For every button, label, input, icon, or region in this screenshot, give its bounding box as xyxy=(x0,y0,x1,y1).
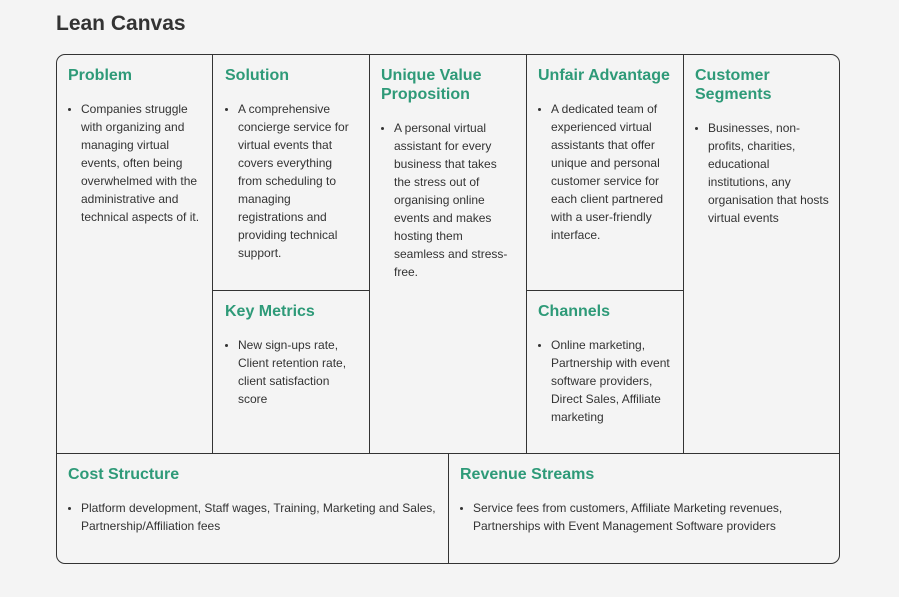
key-metrics-list xyxy=(225,336,359,408)
revenue-streams-heading: Revenue Streams xyxy=(460,466,595,483)
list-item: • Service fees from customers, Affiliate Marketing revenues, Partnerships with Event Management Software providers xyxy=(473,499,831,535)
divider xyxy=(212,55,213,454)
list-item: • Online marketing, Partnership with event software providers, Direct Sales, Affiliate marketing xyxy=(551,336,673,426)
customer-segments-section xyxy=(684,55,840,227)
cost-structure-heading: Cost Structure xyxy=(68,466,180,483)
list-item: • New sign-ups rate, Client retention rate, client satisfaction score xyxy=(238,336,359,408)
list-item: • Companies struggle with organizing and managing virtual events, often being overwhelmed with the administrative and technical aspects of it. xyxy=(81,100,202,226)
problem-list xyxy=(68,100,202,226)
list-item: • Businesses, non-profits, charities, educational institutions, any organisation that hosts virtual events xyxy=(708,119,831,227)
unfair-advantage-list xyxy=(538,100,673,244)
key-metrics-heading: Key Metrics xyxy=(225,303,315,320)
problem-heading: Problem xyxy=(68,67,133,84)
list-item: • Platform development, Staff wages, Training, Marketing and Sales, Partnership/Affiliation fees xyxy=(81,499,438,535)
solution-section xyxy=(214,55,369,262)
page-title: Lean Canvas xyxy=(56,12,186,35)
customer-segments-list xyxy=(695,119,831,227)
solution-list xyxy=(225,100,359,262)
channels-section xyxy=(527,291,683,426)
customer-segments-heading: Customer Segments xyxy=(695,67,772,103)
unfair-advantage-heading: Unfair Advantage xyxy=(538,67,670,84)
uvp-list xyxy=(381,119,516,281)
channels-heading: Channels xyxy=(538,303,611,320)
list-item: • A comprehensive concierge service for virtual events that covers everything from scheduling to managing registrations and providing technical support. xyxy=(238,100,359,262)
key-metrics-section xyxy=(214,291,369,408)
list-item: • A personal virtual assistant for every business that takes the stress out of organising online events and makes hosting them seamless and stress-free. xyxy=(394,119,516,281)
uvp-section xyxy=(370,55,526,281)
list-item: • A dedicated team of experienced virtual assistants that offer unique and personal customer service for each client partnered with a user-friendly interface. xyxy=(551,100,673,244)
lean-canvas xyxy=(56,54,840,564)
revenue-streams-list xyxy=(460,499,831,535)
cost-structure-section xyxy=(57,454,448,535)
channels-list xyxy=(538,336,673,426)
problem-section xyxy=(57,55,212,226)
cost-structure-list xyxy=(68,499,438,535)
uvp-heading: Unique Value Proposition xyxy=(381,67,482,103)
revenue-streams-section xyxy=(449,454,840,535)
solution-heading: Solution xyxy=(225,67,289,84)
unfair-advantage-section xyxy=(527,55,683,244)
